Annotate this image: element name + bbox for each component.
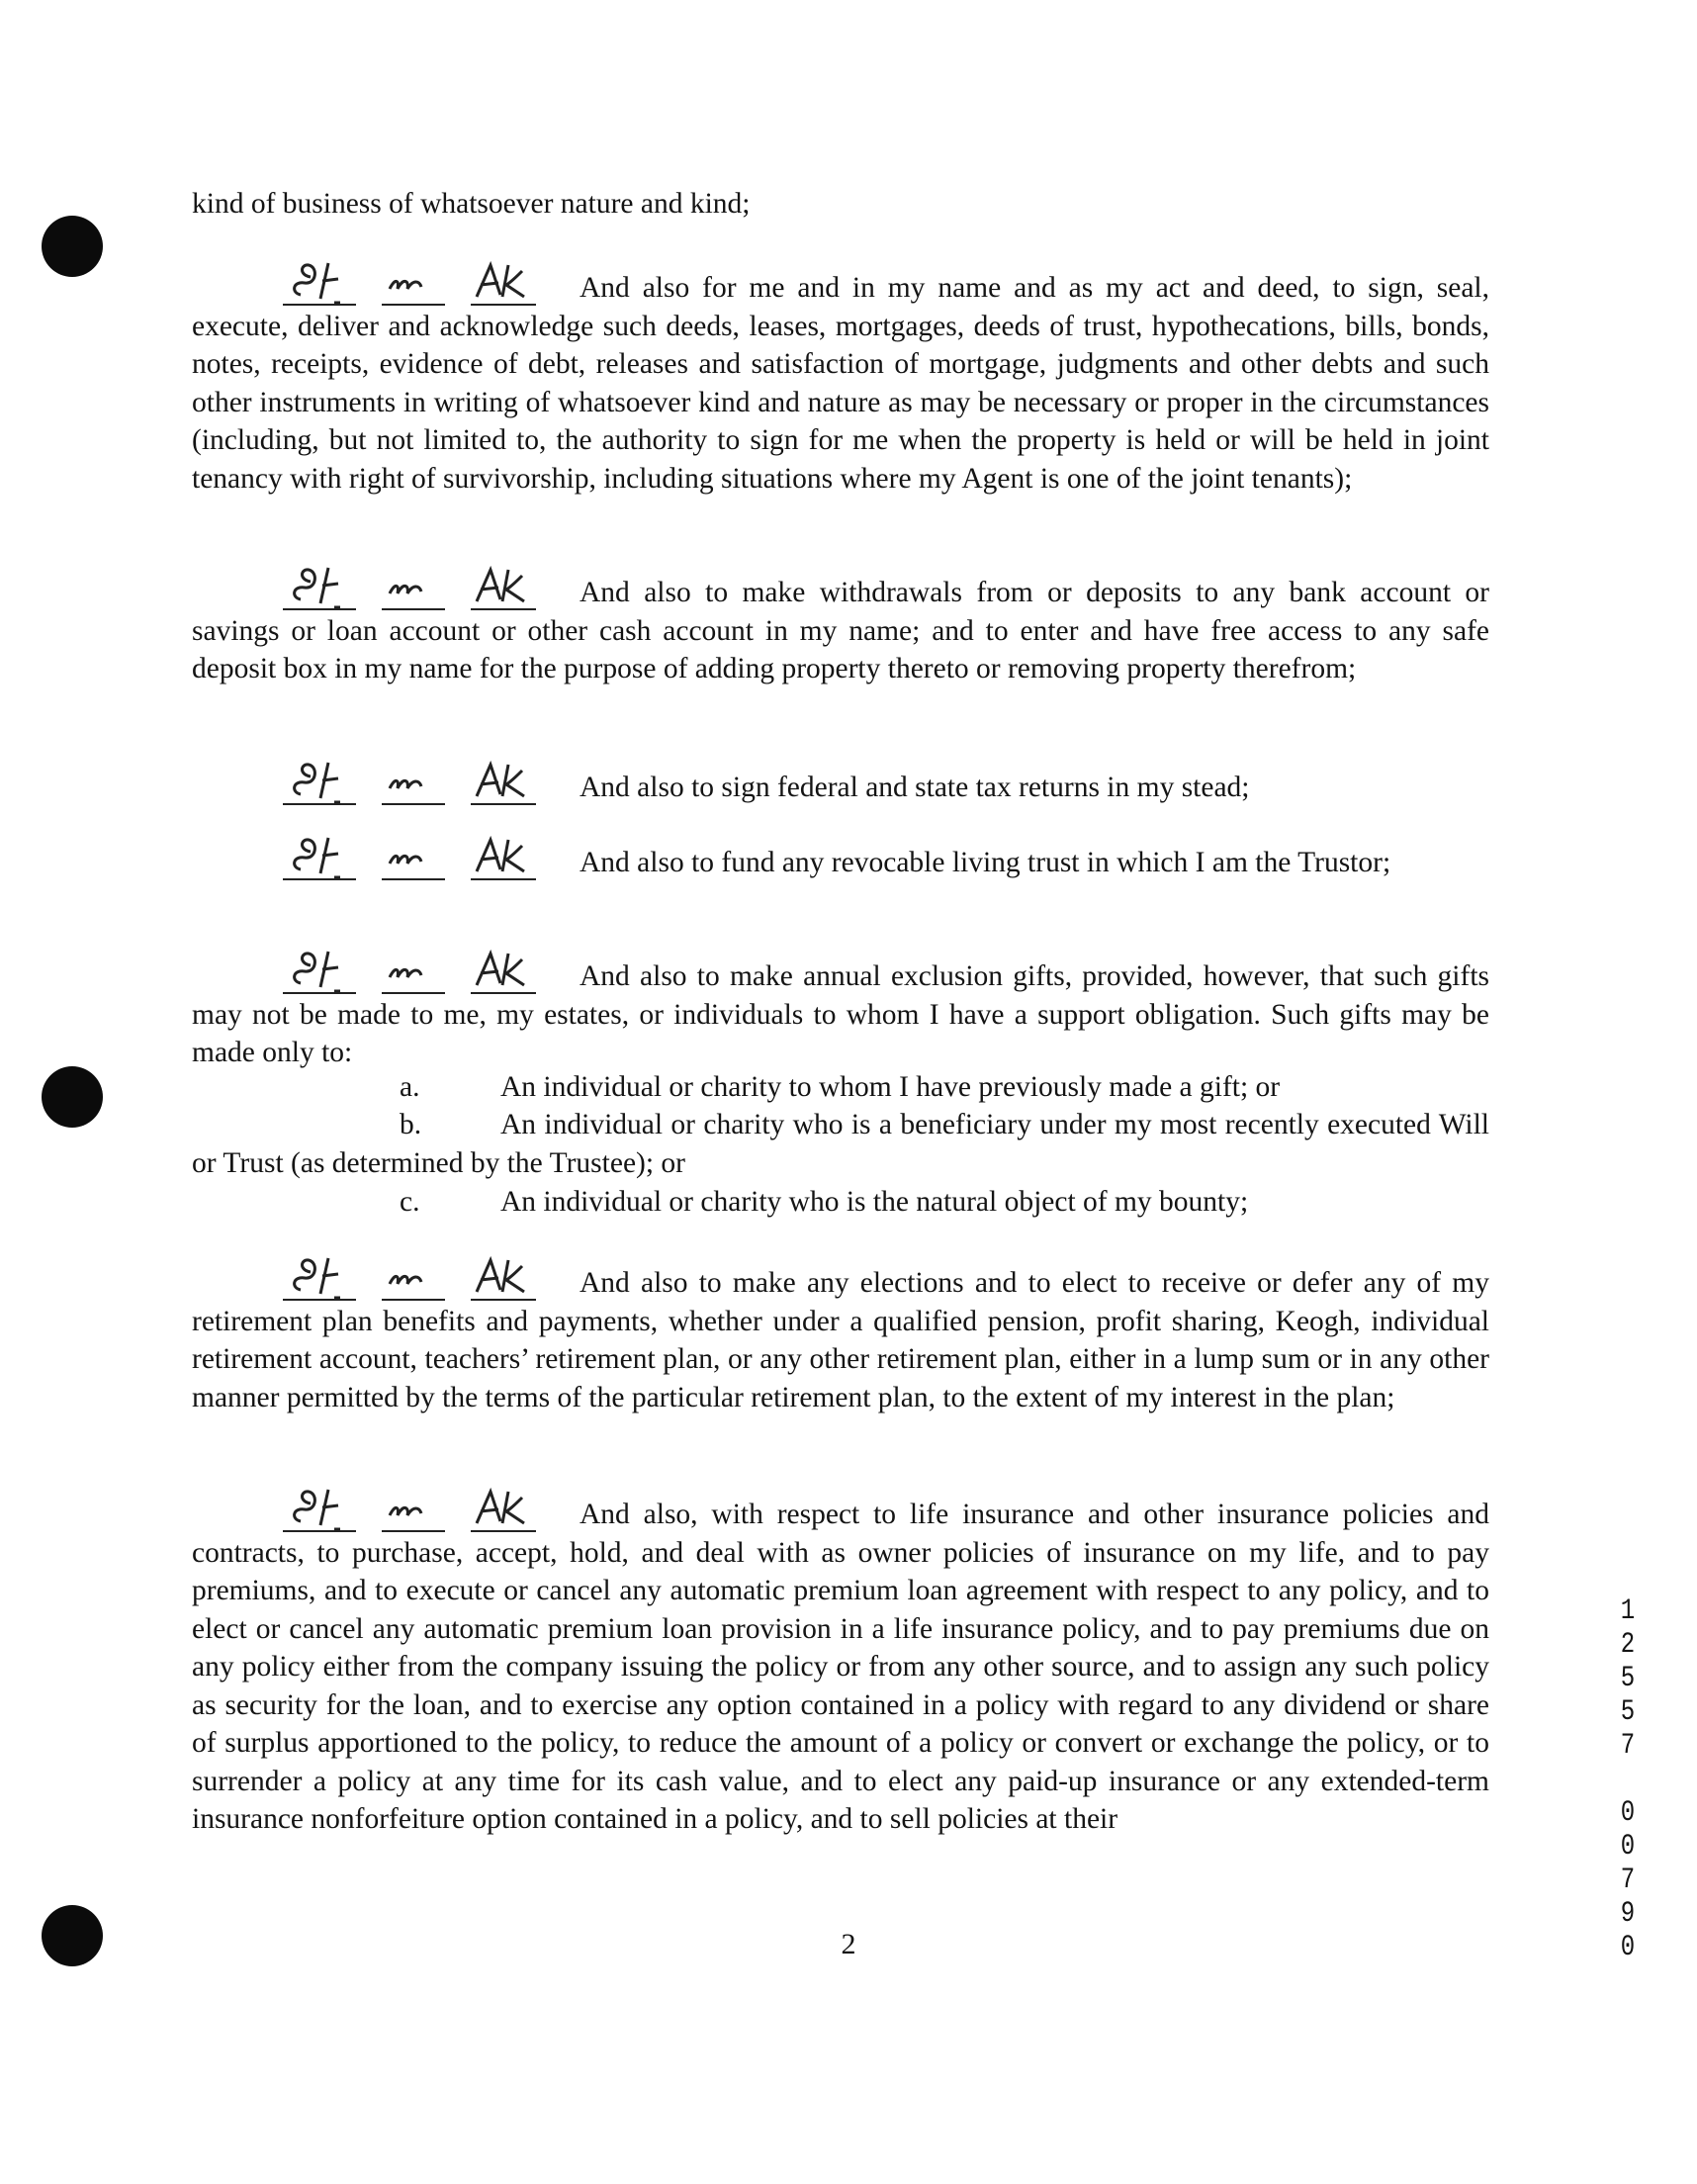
gift-list-item-a: a. An individual or charity to whom I have previously made a gift; or <box>400 1071 1281 1103</box>
handwritten-initials <box>283 948 556 995</box>
handwritten-initials <box>283 759 556 806</box>
bates-number: 1 2 5 5 7 0 0 7 9 0 <box>1620 1594 1636 1964</box>
paragraph-bank-accounts: And also to make withdrawals from or deposits to any bank account or savings or loan account or other cash account in my name; and to enter and have free access to any safe deposit box in my name for the purpose of adding property thereto or removing property therefrom; <box>192 564 1489 688</box>
gift-list-item-c: c. An individual or charity who is the natural object of my bounty; <box>400 1186 1249 1218</box>
gift-list-item-b: b. <box>400 1109 422 1140</box>
opening-line: kind of business of whatsoever nature and kind; <box>192 188 751 220</box>
paragraph-retirement-plan: And also to make any elections and to elect to receive or defer any of my retirement plan benefits and payments, whether under a qualified pension, profit sharing, Keogh, individual retirement account, teachers’ retirement plan, or any other retirement plan, either in a lump sum or in any other manner permitted by the terms of the particular retirement plan, to the extent of my interest in the plan; <box>192 1254 1489 1416</box>
handwritten-initials <box>283 834 556 881</box>
handwritten-initials <box>283 1486 556 1533</box>
paragraph-exclusion-gifts: And also to make annual exclusion gifts, provided, however, that such gifts may not be made to me, my estates, or individuals to whom I have a support obligation. Such gifts may be made only to: <box>192 948 1489 1072</box>
paragraph-life-insurance: And also, with respect to life insurance and other insurance policies and contracts, to purchase, accept, hold, and deal with as owner policies of insurance on my life, and to pay premiums, and to execute or cancel any automatic premium loan agreement with respect to any policy, and to elect or cancel any automatic premium loan provision in a life insurance policy, and to pay premiums due on any policy either from the company issuing the policy or from any other source, and to assign any such policy as security for the loan, and to exercise any option contained in a policy with regard to any dividend or share of surplus apportioned to the policy, to reduce the amount of a policy or convert or exchange the policy, or to surrender a policy at any time for its cash value, and to elect any paid-up insurance or any extended-term insurance nonforfeiture option contained in a policy, and to sell policies at their <box>192 1486 1489 1839</box>
paragraph-tax-returns: And also to sign federal and state tax returns in my stead; <box>192 759 1489 807</box>
handwritten-initials <box>283 259 556 307</box>
handwritten-initials <box>283 564 556 611</box>
gift-list-item-b-text: An individual or charity who is a beneficiary under my most recently executed Will or Trust (as determined by the Trustee); or <box>192 1109 1489 1179</box>
handwritten-initials <box>283 1254 556 1302</box>
punch-hole-top <box>42 216 103 277</box>
paragraph-sign-instruments: And also for me and in my name and as my act and deed, to sign, seal, execute, deliver and acknowledge such deeds, leases, mortgages, deeds of trust, hypothecations, bills, bonds, notes, receipts, evidence of debt, releases and satisfaction of mortgage, judgments and other debts and such other instruments in writing of whatsoever kind and nature as may be necessary or proper in the circumstances (including, but not limited to, the authority to sign for me when the property is held or will be held in joint tenancy with right of survivorship, including situations where my Agent is one of the joint tenants); <box>192 259 1489 498</box>
page-number: 2 <box>841 1928 856 1960</box>
paragraph-living-trust: And also to fund any revocable living trust in which I am the Trustor; <box>192 834 1489 882</box>
punch-hole-middle <box>42 1066 103 1128</box>
